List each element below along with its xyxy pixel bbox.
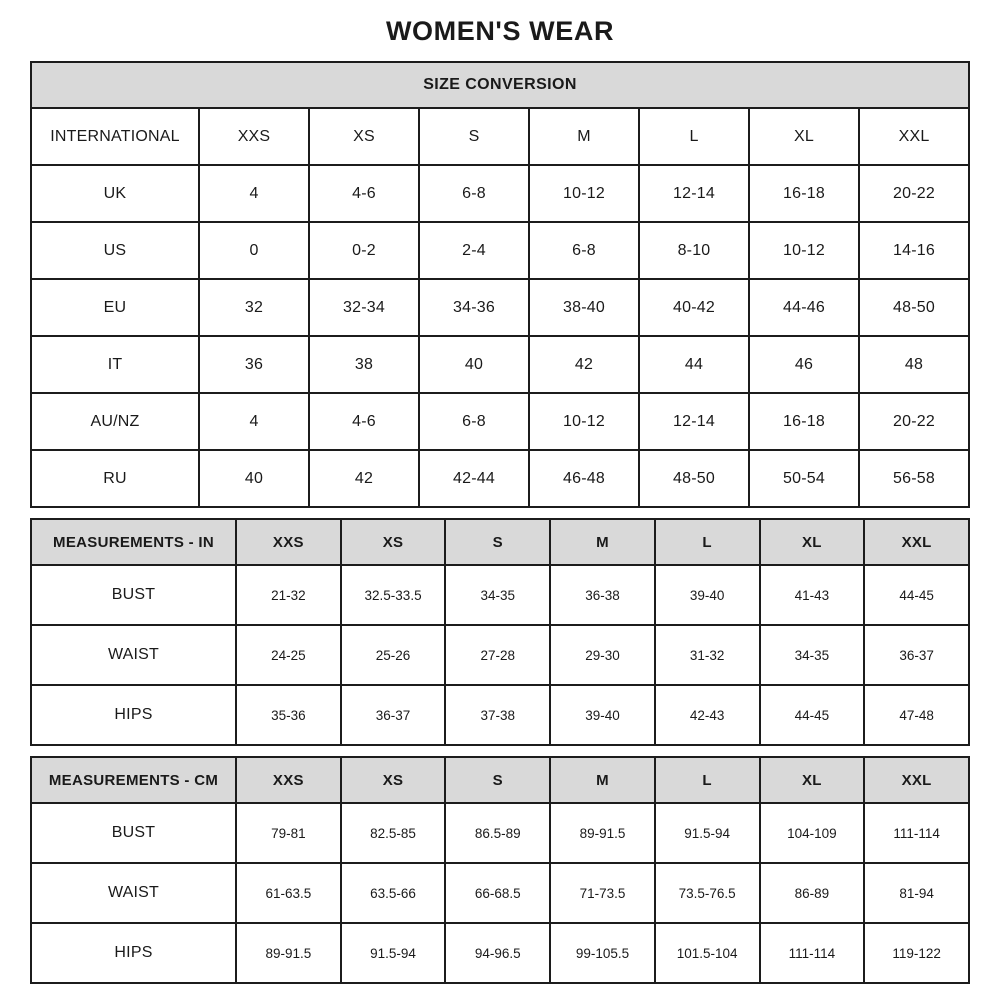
table-cell: 20-22 xyxy=(859,393,969,450)
table-title-row xyxy=(31,62,969,108)
table-cell: 48-50 xyxy=(859,279,969,336)
table-cell: 63.5-66 xyxy=(341,863,446,923)
table-cell: 32-34 xyxy=(309,279,419,336)
header-row xyxy=(31,519,969,565)
table-cell: 50-54 xyxy=(749,450,859,507)
table-cell: 46-48 xyxy=(529,450,639,507)
table-cell: 38-40 xyxy=(529,279,639,336)
table-cell: 89-91.5 xyxy=(550,803,655,863)
table-cell: 38 xyxy=(309,336,419,393)
column-header: XS xyxy=(341,519,446,565)
column-header: M xyxy=(529,108,639,165)
table-cell: 104-109 xyxy=(760,803,865,863)
row-label: IT xyxy=(31,336,199,393)
table-cell: 56-58 xyxy=(859,450,969,507)
table-row xyxy=(31,279,969,336)
table-cell: 40 xyxy=(419,336,529,393)
table-cell: 42-43 xyxy=(655,685,760,745)
table-cell: 111-114 xyxy=(760,923,865,983)
table-row xyxy=(31,685,969,745)
table-cell: 91.5-94 xyxy=(655,803,760,863)
table-cell: 6-8 xyxy=(419,165,529,222)
table-cell: 81-94 xyxy=(864,863,969,923)
column-header: XXL xyxy=(859,108,969,165)
row-label: BUST xyxy=(31,803,236,863)
table-cell: 8-10 xyxy=(639,222,749,279)
measurements-cm-table xyxy=(30,756,970,984)
header-row xyxy=(31,757,969,803)
row-label: US xyxy=(31,222,199,279)
column-header: XL xyxy=(760,519,865,565)
table-cell: 40-42 xyxy=(639,279,749,336)
column-header: L xyxy=(655,757,760,803)
table-row xyxy=(31,625,969,685)
measurements-in-table xyxy=(30,518,970,746)
column-header: XL xyxy=(749,108,859,165)
table-cell: 89-91.5 xyxy=(236,923,341,983)
column-header: XS xyxy=(309,108,419,165)
table-cell: 34-35 xyxy=(760,625,865,685)
column-header: XXS xyxy=(199,108,309,165)
column-header: M xyxy=(550,519,655,565)
table-cell: 0 xyxy=(199,222,309,279)
table-cell: 111-114 xyxy=(864,803,969,863)
table-row xyxy=(31,393,969,450)
table-cell: 4 xyxy=(199,165,309,222)
table-cell: 4-6 xyxy=(309,393,419,450)
table-cell: 12-14 xyxy=(639,393,749,450)
column-header: XS xyxy=(341,757,446,803)
table-cell: 73.5-76.5 xyxy=(655,863,760,923)
column-header: L xyxy=(639,108,749,165)
column-header: XXL xyxy=(864,757,969,803)
table-cell: 16-18 xyxy=(749,165,859,222)
table-cell: 2-4 xyxy=(419,222,529,279)
table-cell: 35-36 xyxy=(236,685,341,745)
table-cell: 27-28 xyxy=(445,625,550,685)
table-cell: 4 xyxy=(199,393,309,450)
table-cell: 14-16 xyxy=(859,222,969,279)
row-label: UK xyxy=(31,165,199,222)
table-cell: 20-22 xyxy=(859,165,969,222)
header-row xyxy=(31,108,969,165)
table-row xyxy=(31,336,969,393)
table-cell: 42 xyxy=(529,336,639,393)
table-cell: 40 xyxy=(199,450,309,507)
table-cell: 48 xyxy=(859,336,969,393)
table-cell: 44-45 xyxy=(864,565,969,625)
table-cell: 6-8 xyxy=(419,393,529,450)
table-cell: 44-45 xyxy=(760,685,865,745)
table-cell: 10-12 xyxy=(529,393,639,450)
table-cell: 86.5-89 xyxy=(445,803,550,863)
table-cell: 32 xyxy=(199,279,309,336)
row-label: WAIST xyxy=(31,863,236,923)
row-label: RU xyxy=(31,450,199,507)
column-header: S xyxy=(445,757,550,803)
table-cell: 91.5-94 xyxy=(341,923,446,983)
table-cell: 99-105.5 xyxy=(550,923,655,983)
table-cell: 86-89 xyxy=(760,863,865,923)
table-cell: 10-12 xyxy=(529,165,639,222)
column-header: S xyxy=(419,108,529,165)
table-cell: 71-73.5 xyxy=(550,863,655,923)
table-cell: 119-122 xyxy=(864,923,969,983)
table-cell: 79-81 xyxy=(236,803,341,863)
table-row xyxy=(31,803,969,863)
row-label: AU/NZ xyxy=(31,393,199,450)
column-header: XL xyxy=(760,757,865,803)
column-header: L xyxy=(655,519,760,565)
table-row xyxy=(31,863,969,923)
table-row xyxy=(31,450,969,507)
table-cell: 47-48 xyxy=(864,685,969,745)
table-cell: 31-32 xyxy=(655,625,760,685)
row-label: WAIST xyxy=(31,625,236,685)
table-cell: 44-46 xyxy=(749,279,859,336)
table-cell: 34-36 xyxy=(419,279,529,336)
table-cell: 4-6 xyxy=(309,165,419,222)
table-cell: 32.5-33.5 xyxy=(341,565,446,625)
table-cell: 0-2 xyxy=(309,222,419,279)
table-cell: 42-44 xyxy=(419,450,529,507)
column-header: XXS xyxy=(236,519,341,565)
column-header: INTERNATIONAL xyxy=(31,108,199,165)
table-cell: 39-40 xyxy=(655,565,760,625)
row-label: EU xyxy=(31,279,199,336)
table-cell: 101.5-104 xyxy=(655,923,760,983)
table-cell: 16-18 xyxy=(749,393,859,450)
table-cell: 44 xyxy=(639,336,749,393)
column-header: S xyxy=(445,519,550,565)
table-cell: 42 xyxy=(309,450,419,507)
table-title: SIZE CONVERSION xyxy=(31,62,969,108)
column-header: XXL xyxy=(864,519,969,565)
table-cell: 36-37 xyxy=(864,625,969,685)
table-cell: 36-37 xyxy=(341,685,446,745)
table-cell: 36-38 xyxy=(550,565,655,625)
table-cell: 39-40 xyxy=(550,685,655,745)
table-row xyxy=(31,565,969,625)
table-cell: 41-43 xyxy=(760,565,865,625)
table-cell: 36 xyxy=(199,336,309,393)
table-cell: 25-26 xyxy=(341,625,446,685)
table-cell: 48-50 xyxy=(639,450,749,507)
table-cell: 61-63.5 xyxy=(236,863,341,923)
row-label: HIPS xyxy=(31,685,236,745)
table-cell: 12-14 xyxy=(639,165,749,222)
table-cell: 34-35 xyxy=(445,565,550,625)
table-cell: 29-30 xyxy=(550,625,655,685)
column-header: MEASUREMENTS - IN xyxy=(31,519,236,565)
row-label: BUST xyxy=(31,565,236,625)
table-cell: 66-68.5 xyxy=(445,863,550,923)
size-conversion-table xyxy=(30,61,970,508)
table-cell: 37-38 xyxy=(445,685,550,745)
column-header: XXS xyxy=(236,757,341,803)
table-cell: 6-8 xyxy=(529,222,639,279)
table-cell: 46 xyxy=(749,336,859,393)
column-header: MEASUREMENTS - CM xyxy=(31,757,236,803)
table-row xyxy=(31,222,969,279)
table-cell: 24-25 xyxy=(236,625,341,685)
table-row xyxy=(31,923,969,983)
table-cell: 21-32 xyxy=(236,565,341,625)
table-cell: 94-96.5 xyxy=(445,923,550,983)
page-title: WOMEN'S WEAR xyxy=(385,16,615,46)
table-cell: 10-12 xyxy=(749,222,859,279)
table-row xyxy=(31,165,969,222)
row-label: HIPS xyxy=(31,923,236,983)
column-header: M xyxy=(550,757,655,803)
table-cell: 82.5-85 xyxy=(341,803,446,863)
